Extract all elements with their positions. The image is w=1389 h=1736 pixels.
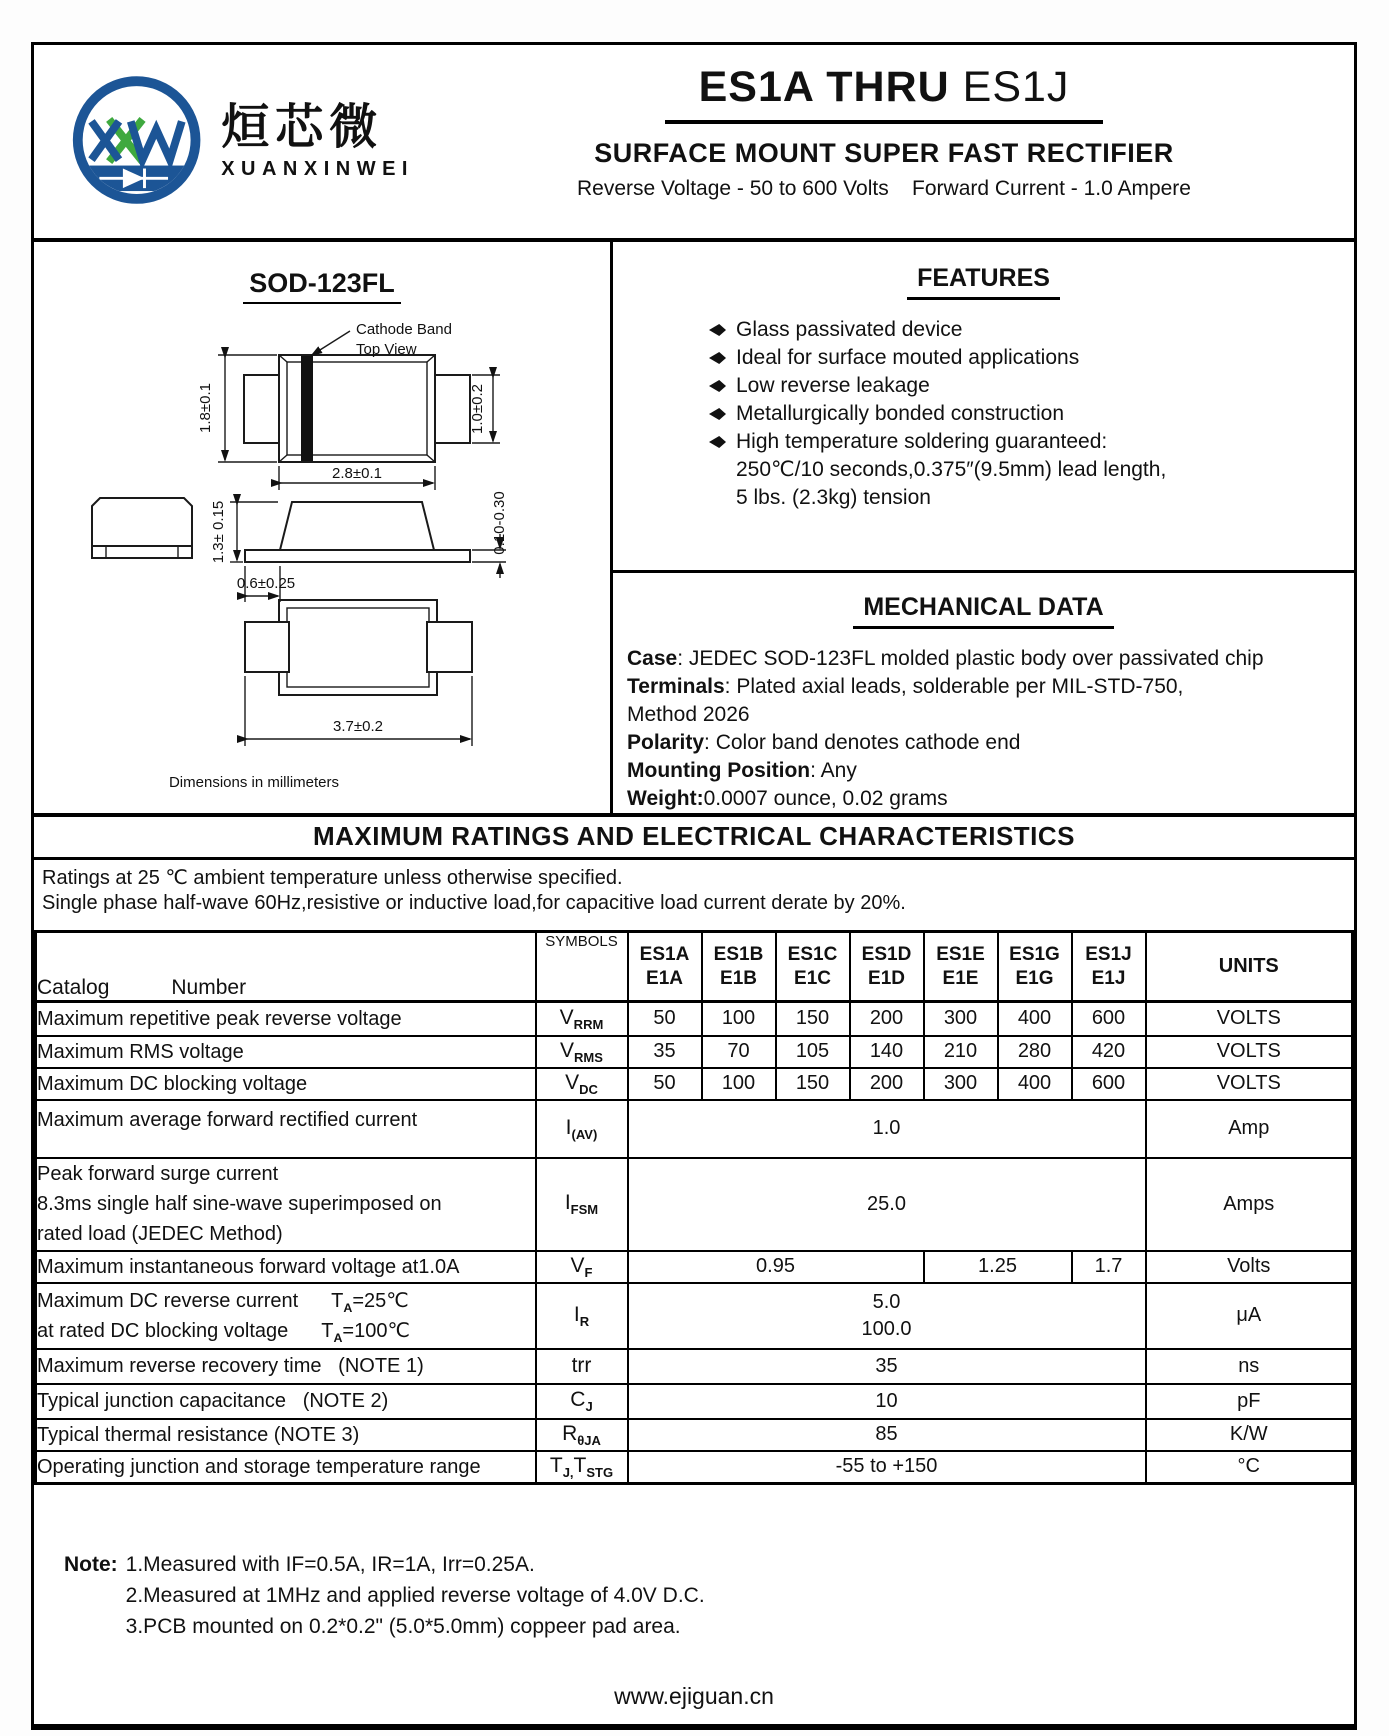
title-suffix: ES1J: [949, 63, 1070, 111]
row-value-cell: 35: [628, 1036, 702, 1068]
row-label-cell: Maximum average forward rectified current: [36, 1100, 536, 1158]
features-title: FEATURES: [613, 264, 1354, 300]
bullet-arrow-icon: [709, 408, 726, 420]
notes-section: [64, 1549, 1354, 1642]
footer-website: www.ejiguan.cn: [614, 1683, 774, 1709]
row-symbol-cell: $I_{(AV)}$: [536, 1100, 628, 1158]
logo-en-name: XUANXINWEI: [221, 158, 414, 180]
row-label-cell: Maximum DC blocking voltage: [36, 1068, 536, 1100]
part-column-header: ES1A E1A: [628, 932, 702, 1002]
bullet-arrow-icon: [709, 324, 726, 336]
row-label-cell: Typical junction capacitance (NOTE 2): [36, 1384, 536, 1419]
table-row: [36, 1283, 1353, 1349]
dim-body-width-label: 2.8±0.1: [332, 465, 382, 482]
note-line: 1.Measured with IF=0.5A, IR=1A, Irr=0.25A.: [125, 1552, 535, 1576]
row-symbol-cell: $R_{\theta JA}$: [536, 1419, 628, 1451]
row-value-cell: 50: [628, 1002, 702, 1036]
notes-label: Note:: [64, 1552, 118, 1576]
table-row: [36, 1100, 1353, 1158]
table-row: [36, 1349, 1353, 1384]
part-column-header: ES1B E1B: [702, 932, 776, 1002]
notes-list: [126, 1549, 705, 1642]
row-value-cell: 200: [850, 1068, 924, 1100]
company-logo: [34, 45, 414, 238]
feature-item: [709, 344, 1354, 372]
note-line: 3.PCB mounted on 0.2*0.2" (5.0*5.0mm) coppeer pad area.: [125, 1614, 681, 1638]
package-name: SOD-123FL: [34, 268, 610, 304]
feature-text: High temperature soldering guaranteed:: [736, 430, 1108, 453]
row-symbol-cell: $I_R$: [536, 1283, 628, 1349]
ratings-condition-line: Ratings at 25 ℃ ambient temperature unless otherwise specified.: [42, 867, 623, 889]
datasheet-page: [31, 42, 1357, 1730]
bullet-arrow-icon: [709, 380, 726, 392]
ratings-conditions: [34, 860, 1354, 920]
dim-lead-height-label: 1.0±0.2: [469, 384, 486, 434]
feature-text: Glass passivated device: [736, 318, 963, 341]
row-value-cell: 300: [924, 1068, 998, 1100]
row-symbol-cell: $T_{J,}T_{STG}$: [536, 1451, 628, 1484]
row-value-cell: 50: [628, 1068, 702, 1100]
row-value-cell: 100: [702, 1068, 776, 1100]
mechanical-line: Weight:0.0007 ounce, 0.02 grams: [627, 787, 948, 810]
row-label-cell: Maximum DC reverse current $T_A=25℃$ at rated DC blocking voltage $T_A=100℃$: [36, 1283, 536, 1349]
feature-text: Ideal for surface mouted applications: [736, 346, 1080, 369]
table-row: [36, 1451, 1353, 1484]
feature-text: Low reverse leakage: [736, 374, 930, 397]
title-block: [414, 45, 1354, 238]
ratings-condition-line: Single phase half-wave 60Hz,resistive or inductive load,for capacitive load current derate by 20%.: [42, 892, 906, 914]
ratings-table: [34, 930, 1354, 1485]
row-value-cell: 85: [628, 1419, 1146, 1451]
mechanical-lines: [627, 645, 1340, 813]
row-units-cell: ns: [1146, 1349, 1353, 1384]
feature-item: [709, 316, 1354, 344]
part-column-header: ES1E E1E: [924, 932, 998, 1002]
row-value-cell: 35: [628, 1349, 1146, 1384]
row-units-cell: Amp: [1146, 1100, 1353, 1158]
row-label-cell: Maximum repetitive peak reverse voltage: [36, 1002, 536, 1036]
part-column-header: ES1G E1G: [998, 932, 1072, 1002]
units-header-cell: UNITS: [1146, 932, 1353, 1002]
row-units-cell: °C: [1146, 1451, 1353, 1484]
dim-lead-length-label: 0.6±0.25: [236, 575, 296, 592]
title-main: ES1A THRU: [698, 63, 950, 111]
feature-item: [709, 484, 1354, 512]
row-label-cell: Maximum reverse recovery time (NOTE 1): [36, 1349, 536, 1384]
row-symbol-cell: $I_{FSM}$: [536, 1158, 628, 1251]
mechanical-title: MECHANICAL DATA: [627, 593, 1340, 629]
note-line: 2.Measured at 1MHz and applied reverse voltage of 4.0V D.C.: [125, 1583, 705, 1607]
row-symbol-cell: trr: [536, 1349, 628, 1384]
mechanical-line: Terminals: Plated axial leads, solderable per MIL-STD-750,: [627, 675, 1184, 698]
row-value-cell: 105: [776, 1036, 850, 1068]
logo-mark-icon: [66, 69, 211, 215]
table-row: [36, 1158, 1353, 1251]
mechanical-line: Method 2026: [627, 703, 750, 726]
row-value-cell: 1.25: [924, 1251, 1072, 1283]
feature-text: Metallurgically bonded construction: [736, 402, 1065, 425]
row-symbol-cell: $V_{RRM}$: [536, 1002, 628, 1036]
voltage-current-line: Reverse Voltage - 50 to 600 Volts Forward Current - 1.0 Ampere: [577, 177, 1191, 200]
dim-standoff-label: 0.10-0.30: [491, 491, 508, 555]
top-view-label: Top View: [356, 341, 417, 358]
row-value-cell: 1.7: [1072, 1251, 1146, 1283]
diagram-caption: Dimensions in millimeters: [168, 774, 340, 791]
header: [34, 45, 1354, 242]
feature-item: [709, 428, 1354, 456]
cathode-band-label: Cathode Band: [356, 321, 452, 338]
feature-item: [709, 400, 1354, 428]
package-diagram-section: [34, 242, 613, 813]
row-value-cell: 280: [998, 1036, 1072, 1068]
row-units-cell: VOLTS: [1146, 1036, 1353, 1068]
bullet-arrow-icon: [709, 436, 726, 448]
part-column-header: ES1C E1C: [776, 932, 850, 1002]
row-units-cell: pF: [1146, 1384, 1353, 1419]
table-header-row: [36, 932, 1353, 1002]
row-value-cell: 100: [702, 1002, 776, 1036]
row-value-cell: 150: [776, 1002, 850, 1036]
row-value-cell: 1.0: [628, 1100, 1146, 1158]
part-column-header: ES1D E1D: [850, 932, 924, 1002]
row-value-cell: 200: [850, 1002, 924, 1036]
page-subtitle: SURFACE MOUNT SUPER FAST RECTIFIER: [594, 138, 1174, 168]
ratings-title: MAXIMUM RATINGS AND ELECTRICAL CHARACTERISTICS: [34, 817, 1354, 860]
cathode-band-mark: [301, 356, 313, 461]
dim-total-width-label: 3.7±0.2: [333, 718, 383, 735]
row-label-cell: Operating junction and storage temperature range: [36, 1451, 536, 1484]
row-label-cell: Peak forward surge current 8.3ms single half sine-wave superimposed on rated load (JEDEC Method): [36, 1158, 536, 1251]
feature-text: 250℃/10 seconds,0.375″(9.5mm) lead length,: [736, 458, 1167, 481]
table-row: [36, 1068, 1353, 1100]
row-value-cell: 150: [776, 1068, 850, 1100]
row-units-cell: VOLTS: [1146, 1068, 1353, 1100]
page-title: [665, 63, 1104, 124]
symbols-header-cell: SYMBOLS: [536, 932, 628, 1002]
row-label-cell: Maximum instantaneous forward voltage at1.0A: [36, 1251, 536, 1283]
table-row: [36, 1002, 1353, 1036]
mechanical-line: Mounting Position: Any: [627, 759, 857, 782]
mechanical-line: Case: JEDEC SOD-123FL molded plastic body over passivated chip: [627, 647, 1264, 670]
row-value-cell: 70: [702, 1036, 776, 1068]
row-value-cell: 10: [628, 1384, 1146, 1419]
dim-body-height-label: 1.8±0.1: [197, 383, 214, 433]
row-symbol-cell: $V_{RMS}$: [536, 1036, 628, 1068]
row-value-cell: 210: [924, 1036, 998, 1068]
logo-cn-name: 烜芯微: [221, 101, 384, 154]
ratings-table-body: [36, 1002, 1353, 1484]
bullet-arrow-icon: [709, 352, 726, 364]
part-column-header: ES1J E1J: [1072, 932, 1146, 1002]
feature-item: [709, 456, 1354, 484]
mechanical-section: [613, 573, 1354, 813]
row-value-cell: 5.0 100.0: [628, 1283, 1146, 1349]
row-value-cell: 400: [998, 1002, 1072, 1036]
feature-text: 5 lbs. (2.3kg) tension: [736, 486, 931, 509]
row-units-cell: Amps: [1146, 1158, 1353, 1251]
feature-item: [709, 372, 1354, 400]
row-value-cell: 300: [924, 1002, 998, 1036]
row-value-cell: 400: [998, 1068, 1072, 1100]
row-value-cell: 140: [850, 1036, 924, 1068]
table-row: [36, 1419, 1353, 1451]
row-value-cell: -55 to +150: [628, 1451, 1146, 1484]
row-value-cell: 600: [1072, 1068, 1146, 1100]
logo-text: [221, 102, 414, 181]
table-row: [36, 1384, 1353, 1419]
dim-side-height-label: 1.3± 0.15: [210, 500, 227, 564]
package-outline-drawing: [34, 310, 613, 762]
row-units-cell: μA: [1146, 1283, 1353, 1349]
mechanical-line: Polarity: Color band denotes cathode end: [627, 731, 1021, 754]
features-list: [709, 316, 1354, 512]
row-label-cell: Maximum RMS voltage: [36, 1036, 536, 1068]
right-column: [613, 242, 1354, 813]
table-row: [36, 1251, 1353, 1283]
row-units-cell: Volts: [1146, 1251, 1353, 1283]
features-section: [613, 242, 1354, 573]
catalog-header-cell: Catalog Number: [36, 932, 536, 1002]
row-units-cell: VOLTS: [1146, 1002, 1353, 1036]
row-symbol-cell: $V_{DC}$: [536, 1068, 628, 1100]
row-symbol-cell: $V_F$: [536, 1251, 628, 1283]
row-value-cell: 600: [1072, 1002, 1146, 1036]
middle-section: [34, 242, 1354, 817]
row-value-cell: 0.95: [628, 1251, 924, 1283]
row-units-cell: K/W: [1146, 1419, 1353, 1451]
row-value-cell: 420: [1072, 1036, 1146, 1068]
table-row: [36, 1036, 1353, 1068]
row-label-cell: Typical thermal resistance (NOTE 3): [36, 1419, 536, 1451]
row-value-cell: 25.0: [628, 1158, 1146, 1251]
row-symbol-cell: $C_J$: [536, 1384, 628, 1419]
